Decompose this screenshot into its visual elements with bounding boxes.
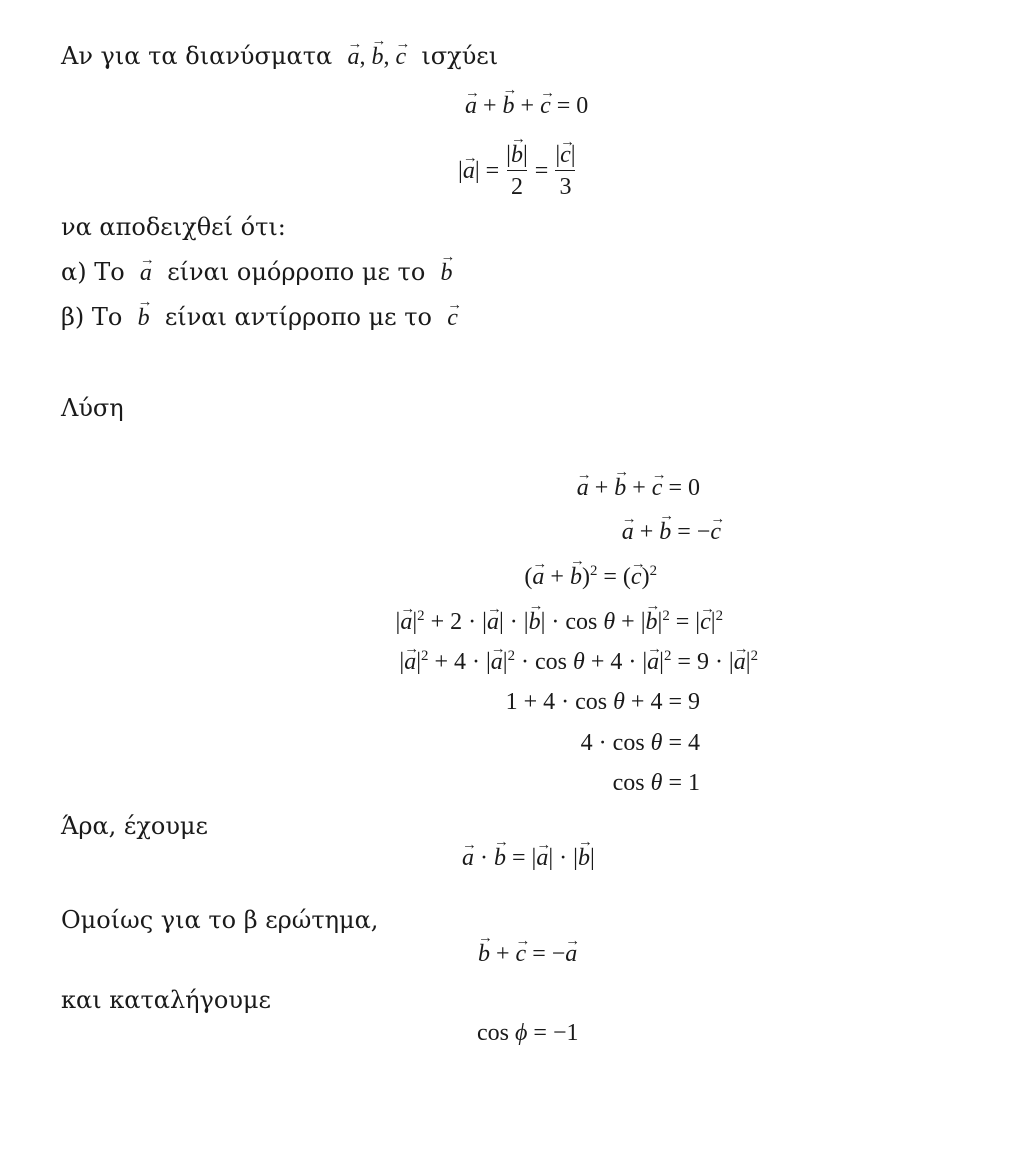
solution-step-2: → a + → b = −→ c [622, 520, 721, 544]
so-we-have-text: Άρα, έχουμε [61, 812, 208, 840]
equation-cos-phi: cos ϕ = −1 [477, 1020, 579, 1046]
equation-b-plus-c: → b + → c = −→ a [478, 942, 577, 966]
solution-step-7: 4 · cos θ = 4 [580, 730, 700, 756]
conclude-text: και καταλήγουμε [61, 986, 271, 1014]
part-a: α) Το → a είναι ομόρροπο με το → b [61, 260, 453, 285]
similarly-text: Ομοίως για το β ερώτημα, [61, 906, 379, 934]
equation-magnitude-ratio: | → a | = $\frac{|\to b|}{2}$ = $\frac{|\to c|}{3}$ [458, 143, 583, 199]
part-b: β) Το → b είναι αντίρροπο με το → c [61, 305, 458, 330]
vectors-list: → a, → b, → c [347, 44, 406, 70]
problem-intro-text: Αν για τα διανύσματα [61, 42, 333, 70]
solution-step-3: (→ a + → b)$^2$ = (→ c)$^2$ [524, 565, 657, 589]
problem-intro-end: ισχύει [421, 42, 499, 70]
solution-step-4: |→ $a|^2 + 2$ · |→ a| · |→ b| · cos θ + |→ $b|^2$ = |→ $c|^2$ [396, 610, 723, 634]
solution-heading: Λύση [61, 394, 124, 422]
solution-step-8: cos θ = 1 [612, 770, 700, 796]
solution-step-1: → a + → b + → c = 0 [577, 476, 700, 500]
problem-intro-line [61, 44, 498, 69]
equation-dot-product: → a · → b = |→ a| · |→ b| [462, 846, 595, 870]
solution-step-6: 1 + 4 · cos θ + 4 = 9 [505, 689, 700, 715]
equation-vector-sum: → a + → b + → c = 0 [465, 94, 588, 118]
prove-statement: να αποδειχθεί ότι: [61, 213, 286, 241]
solution-step-5: |→ $a|^2 + 4$ · |→ $a|^2 \cdot \cos \theta + 4$ · |→ $a|^2 = 9$ · |→ $a|^2$ [399, 650, 758, 674]
